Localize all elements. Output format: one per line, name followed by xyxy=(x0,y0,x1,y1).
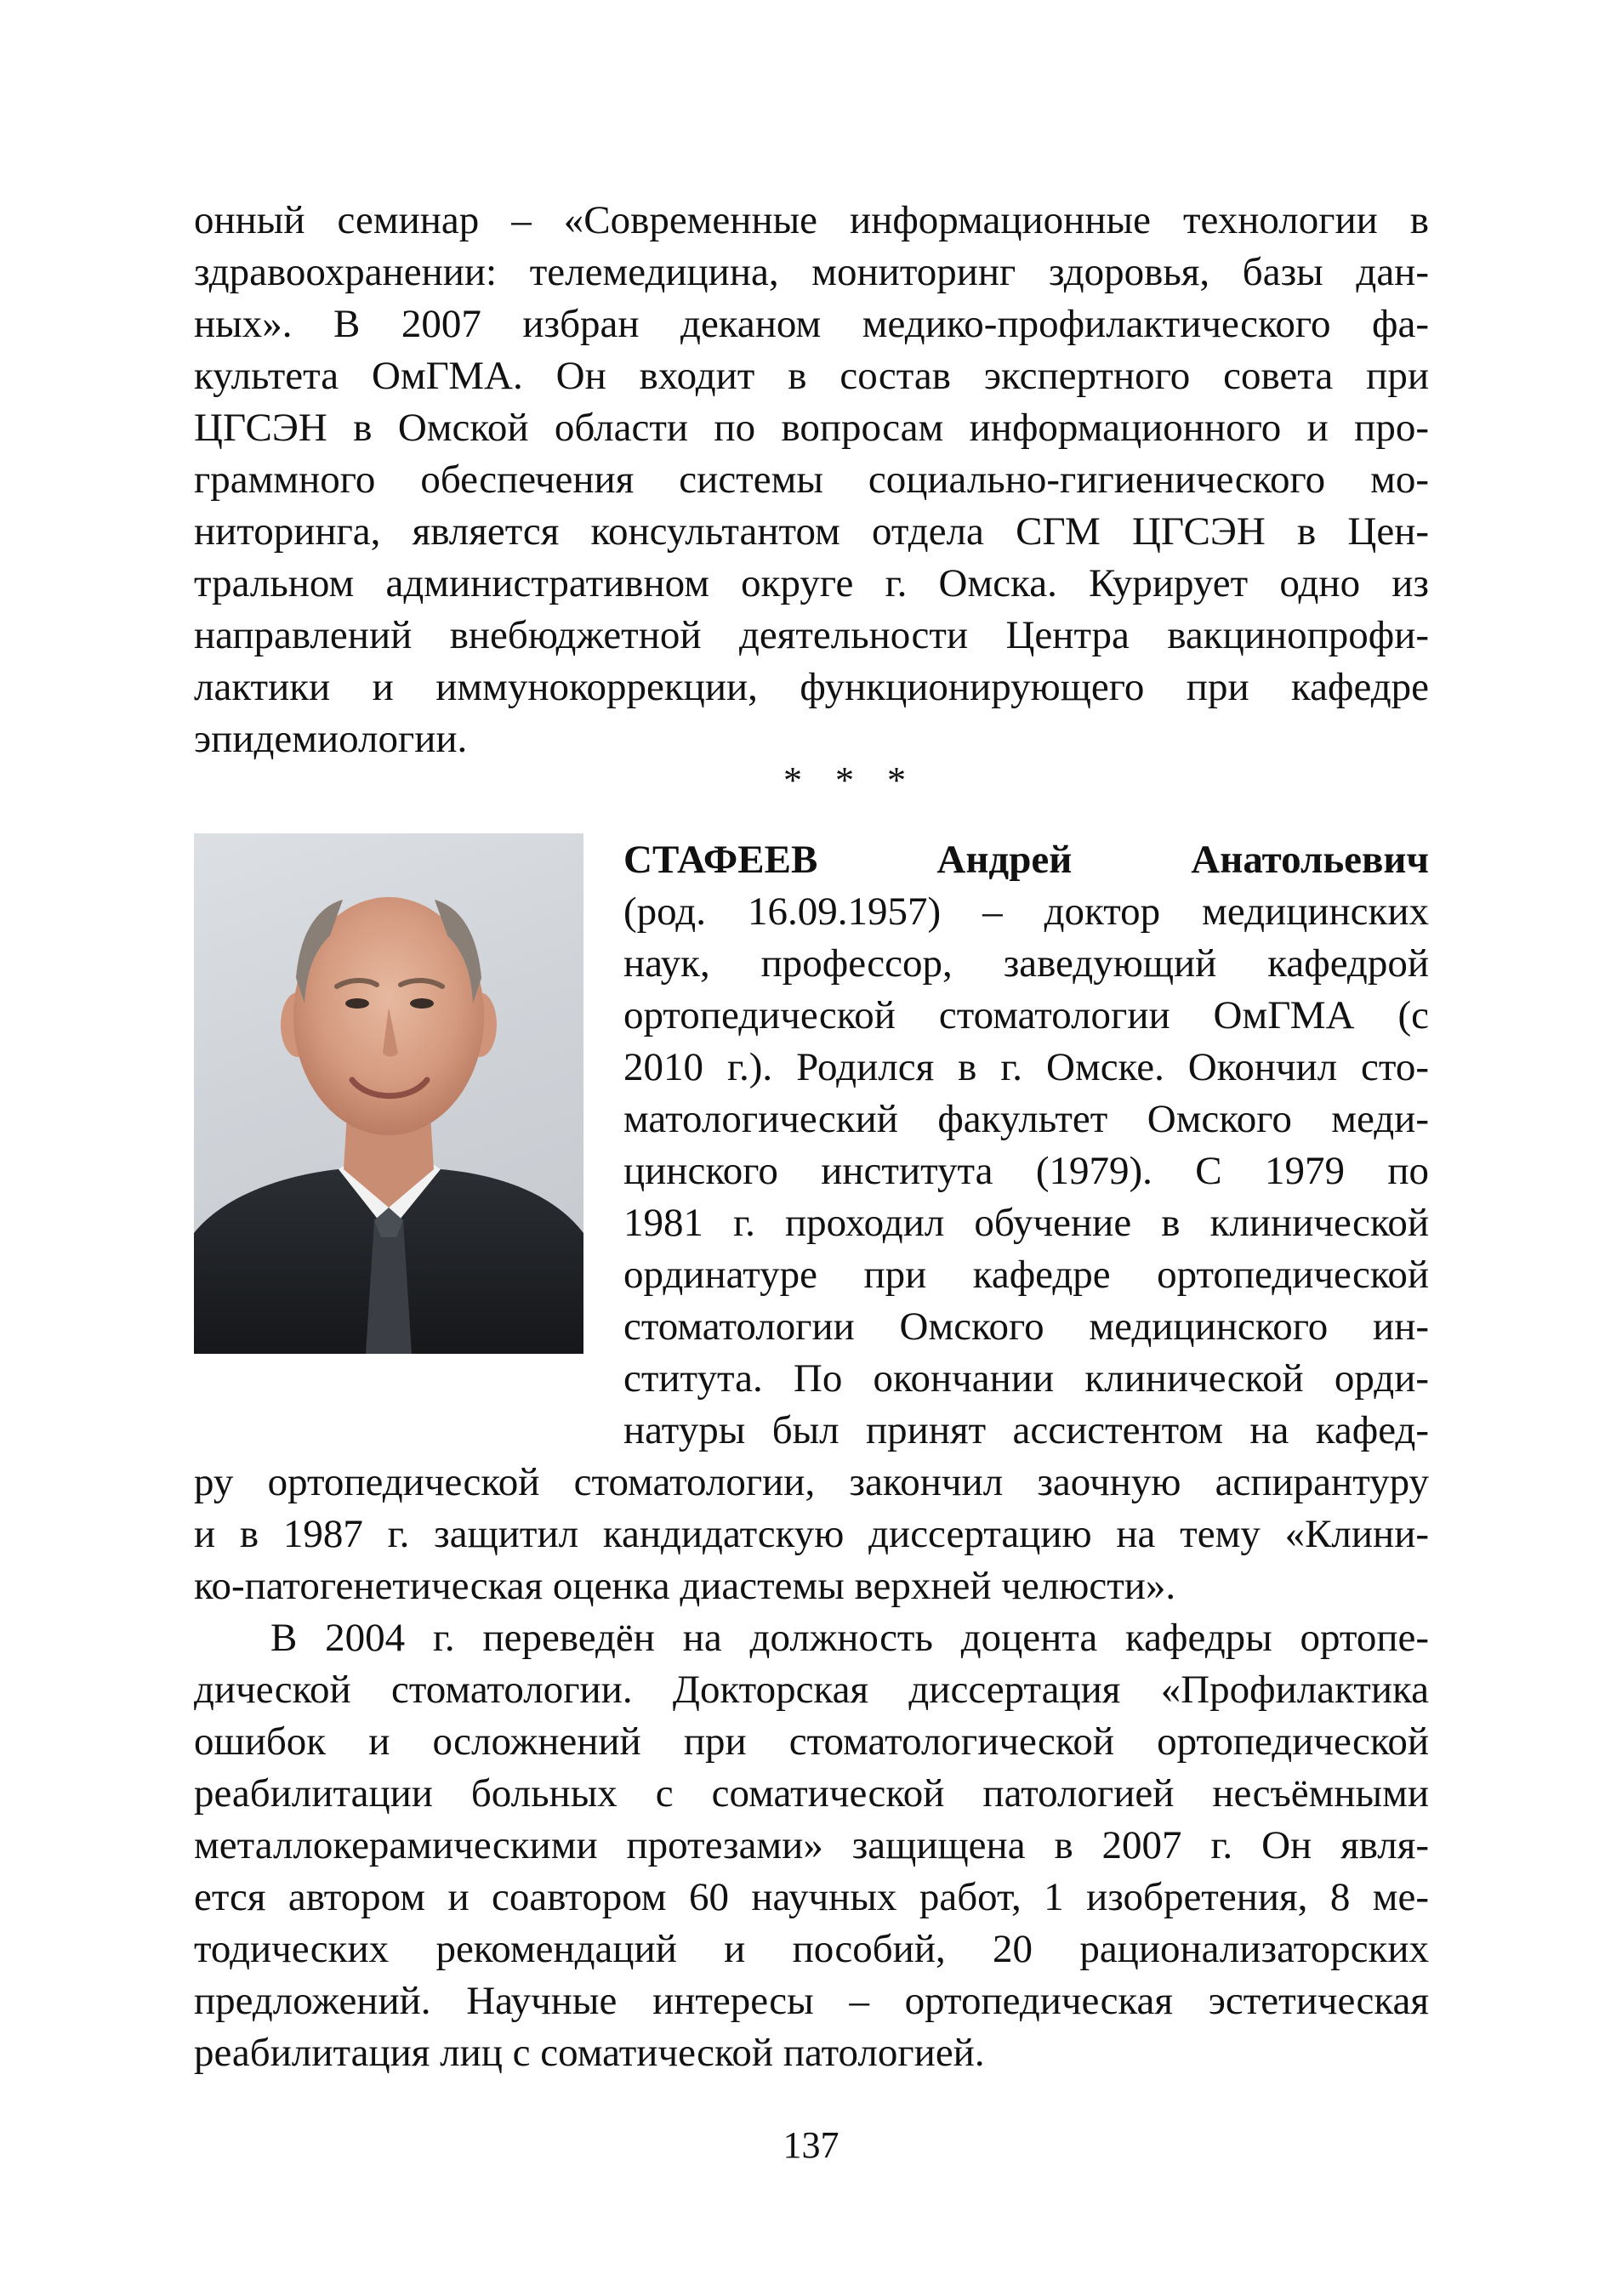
text-line: ется автором и соавтором 60 научных работ, 1 изобретения, 8 ме- xyxy=(194,1875,1429,1919)
text-line: здравоохранении: телемедицина, мониторинг здоровья, базы дан- xyxy=(194,250,1429,294)
text-line: эпидемиологии. xyxy=(194,717,468,761)
given-names: Андрей Анатольевич xyxy=(936,838,1429,882)
text-line: ординатуре при кафедре ортопедической xyxy=(623,1253,1429,1297)
section-separator: * * * xyxy=(783,759,918,801)
text-line: цинского института (1979). С 1979 по xyxy=(623,1149,1429,1193)
text-line: тральном административном округе г. Омска. Курирует одно из xyxy=(194,561,1429,605)
text-line: 1981 г. проходил обучение в клинической xyxy=(623,1201,1429,1245)
text-line: ных». В 2007 избран деканом медико-профилактического фа- xyxy=(194,302,1429,346)
text-line: лактики и иммунокоррекции, функционирующего при кафедре xyxy=(194,665,1429,709)
text-line: матологический факультет Омского меди- xyxy=(623,1097,1429,1141)
text-line: реабилитация лиц с соматической патологией. xyxy=(194,2031,985,2075)
person-name xyxy=(623,834,1429,885)
text-line: тодических рекомендаций и пособий, 20 рационализаторских xyxy=(194,1927,1429,1971)
text-line: натуры был принят ассистентом на кафед- xyxy=(623,1408,1429,1452)
text-line: ортопедической стоматологии ОмГМА (с xyxy=(623,993,1429,1037)
page-number: 137 xyxy=(783,2124,839,2166)
text-line: наук, профессор, заведующий кафедрой xyxy=(623,941,1429,986)
text-line: онный семинар – «Современные информационные технологии в xyxy=(194,198,1429,242)
text-line: культета ОмГМА. Он входит в состав экспертного совета при xyxy=(194,354,1429,398)
text-line: 2010 г.). Родился в г. Омске. Окончил сто- xyxy=(623,1045,1429,1089)
text-line: дической стоматологии. Докторская диссертация «Профилактика xyxy=(194,1668,1429,1712)
text-line: ЦГСЭН в Омской области по вопросам информационного и про- xyxy=(194,406,1429,450)
text-line: ру ортопедической стоматологии, закончил заочную аспирантуру xyxy=(194,1460,1429,1504)
text-line: стоматологии Омского медицинского ин- xyxy=(623,1304,1429,1349)
surname: СТАФЕЕВ xyxy=(623,838,818,882)
text-line: предложений. Научные интересы – ортопедическая эстетическая xyxy=(194,1979,1429,2023)
portrait-photo xyxy=(194,833,583,1354)
text-line: направлений внебюджетной деятельности Центра вакцинопрофи- xyxy=(194,613,1429,657)
text-line: ститута. По окончании клинической орди- xyxy=(623,1356,1429,1401)
text-line: ошибок и осложнений при стоматологической ортопедической xyxy=(194,1719,1429,1764)
text-line: В 2004 г. переведён на должность доцента кафедры ортопе- xyxy=(270,1616,1429,1660)
text-line: граммного обеспечения системы социально-гигиенического мо- xyxy=(194,457,1429,502)
text-line: ниторинга, является консультантом отдела СГМ ЦГСЭН в Цен- xyxy=(194,509,1429,554)
text-line: металлокерамическими протезами» защищена в 2007 г. Он явля- xyxy=(194,1823,1429,1867)
text-line: ко-патогенетическая оценка диастемы верхней челюсти». xyxy=(194,1564,1176,1608)
text-line: (род. 16.09.1957) – доктор медицинских xyxy=(623,889,1429,934)
text-line: реабилитации больных с соматической патологией несъёмными xyxy=(194,1771,1429,1816)
text-line: и в 1987 г. защитил кандидатскую диссертацию на тему «Клини- xyxy=(194,1512,1429,1556)
